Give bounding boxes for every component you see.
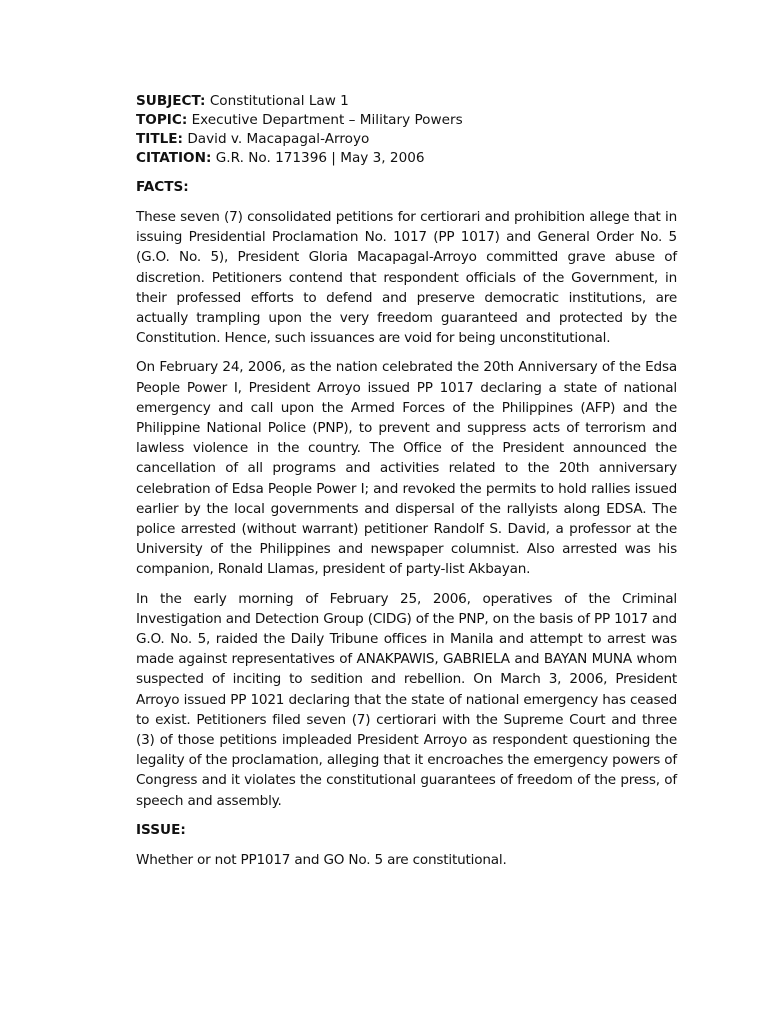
title-line <box>136 130 677 149</box>
subject-line <box>136 92 677 111</box>
title-value: David v. Macapagal-Arroyo <box>187 131 370 147</box>
title-label: TITLE: <box>136 131 183 147</box>
facts-paragraph-1: These seven (7) consolidated petitions for certiorari and prohibition allege that in issuing Presidential Proclamation No. 1017 (PP 1017) and General Order No. 5 (G.O. No. 5), President Gloria Macapagal-Arroyo committed grave abuse of discretion. Petitioners contend that respondent officials of the Government, in their professed efforts to defend and preserve democratic institutions, are actually trampling upon the very freedom guaranteed and protected by the Constitution. Hence, such issuances are void for being unconstitutional. <box>136 209 677 347</box>
issue-text: Whether or not PP1017 and GO No. 5 are constitutional. <box>136 851 507 868</box>
citation-value: G.R. No. 171396 | May 3, 2006 <box>215 150 425 166</box>
facts-heading: FACTS: <box>136 179 189 195</box>
citation-label: CITATION: <box>136 150 212 166</box>
topic-line <box>136 111 677 130</box>
citation-line <box>136 149 677 168</box>
topic-value: Executive Department – Military Powers <box>191 112 463 128</box>
document-page <box>136 92 677 870</box>
issue-heading: ISSUE: <box>136 821 186 838</box>
facts-paragraph-2: On February 24, 2006, as the nation celebrated the 20th Anniversary of the Edsa People Power I, President Arroyo issued PP 1017 declaring a state of national emergency and call upon the Armed Forces of the Philippines (AFP) and the Philippine National Police (PNP), to prevent and suppress acts of terrorism and lawless violence in the country. The Office of the President announced the cancellation of all programs and activities related to the 20th anniversary celebration of Edsa People Power I; and revoked the permits to hold rallies issued earlier by the local governments and dispersal of the rallyists along EDSA. The police arrested (without warrant) petitioner Randolf S. David, a professor at the University of the Philippines and newspaper columnist. Also arrested was his companion, Ronald Llamas, president of party-list Akbayan. <box>136 359 677 578</box>
subject-value: Constitutional Law 1 <box>209 93 349 109</box>
facts-paragraph-3: In the early morning of February 25, 2006, operatives of the Criminal Investigation and Detection Group (CIDG) of the PNP, on the basis of PP 1017 and G.O. No. 5, raided the Daily Tribune offices in Manila and attempt to arrest was made against representatives of ANAKPAWIS, GABRIELA and BAYAN MUNA whom suspected of inciting to sedition and rebellion. On March 3, 2006, President Arroyo issued PP 1021 declaring that the state of national emergency has ceased to exist. Petitioners filed seven (7) certiorari with the Supreme Court and three (3) of those petitions impleaded President Arroyo as respondent questioning the legality of the proclamation, alleging that it encroaches the emergency powers of Congress and it violates the constitutional guarantees of freedom of the press, of speech and assembly. <box>136 590 677 809</box>
topic-label: TOPIC: <box>136 112 188 128</box>
subject-label: SUBJECT: <box>136 93 206 109</box>
